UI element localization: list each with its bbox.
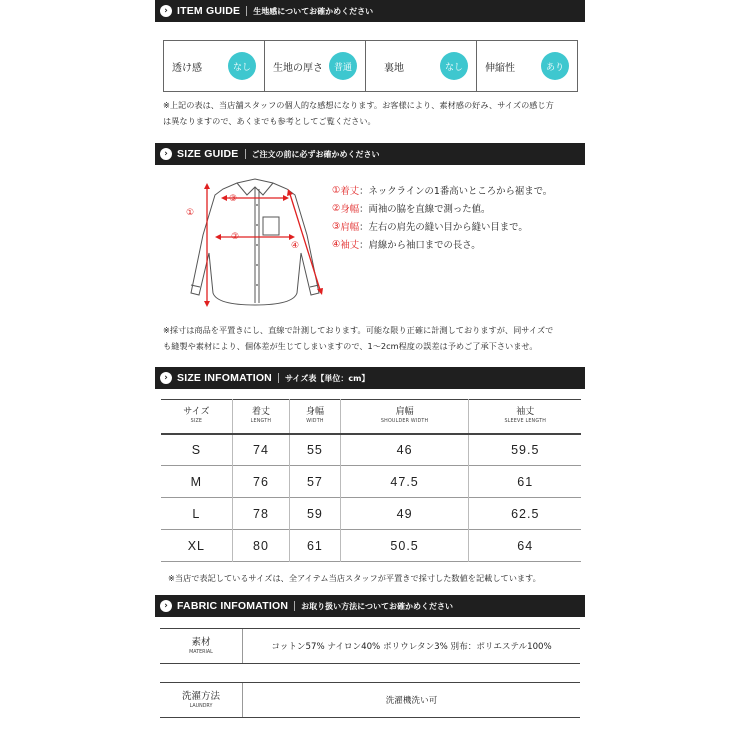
item-guide-cell xyxy=(164,41,265,91)
section-title: SIZE INFOMATION xyxy=(177,372,272,384)
item-guide-label: 伸縮性 xyxy=(485,62,515,74)
marker-4: ④ xyxy=(291,241,300,251)
section-subtitle: 生地感についてお確かめください xyxy=(253,6,374,16)
label-jp: 洗濯方法 xyxy=(181,690,220,702)
table-header-row xyxy=(161,400,581,434)
shirt-diagram xyxy=(175,175,335,310)
marker-3: ③ xyxy=(229,194,238,204)
item-guide-label: 透け感 xyxy=(172,62,202,74)
note-line: ※採寸は商品を平置きにし、直線で計測しております。可能な限り正確に計測しておりますが、同サイズで xyxy=(163,325,554,335)
size-guide-list xyxy=(332,181,552,253)
size-table xyxy=(161,399,581,562)
item-guide-label: 生地の厚さ xyxy=(273,62,323,74)
divider xyxy=(278,373,279,383)
column-header: 袖丈 SLEEVE LENGTH xyxy=(504,407,547,425)
table-cell: 64 xyxy=(517,538,534,553)
label-en: MATERIAL xyxy=(189,649,213,655)
item-name: 肩幅 xyxy=(340,222,360,233)
item-guide-header xyxy=(155,0,585,22)
table-cell: 74 xyxy=(232,434,289,466)
item-number: ③ xyxy=(332,220,341,232)
material-label xyxy=(160,629,243,663)
column-header: サイズ SIZE xyxy=(161,400,232,434)
divider xyxy=(246,6,247,16)
table-cell: S xyxy=(161,434,232,466)
table-cell: 55 xyxy=(290,434,341,466)
item-guide-label: 裏地 xyxy=(384,62,404,74)
size-guide-item xyxy=(332,181,552,199)
item-guide-cell xyxy=(477,41,577,91)
item-number: ② xyxy=(332,202,341,214)
item-desc: ：ネックラインの1番高いところから裾まで。 xyxy=(359,186,553,197)
table-cell: 59 xyxy=(290,498,341,530)
note-line: も縫製や素材により、個体差が生じてしまいますので、1〜2cm程度の誤差は予めご了承下さいませ。 xyxy=(163,341,538,351)
table-row xyxy=(161,466,581,498)
divider xyxy=(245,149,246,159)
item-desc: ：肩線から袖口までの長さ。 xyxy=(359,240,481,251)
item-number: ① xyxy=(332,184,341,196)
table-cell: XL xyxy=(161,530,232,562)
marker-1: ① xyxy=(186,208,195,218)
table-cell: 78 xyxy=(232,498,289,530)
laundry-value: 洗濯機洗い可 xyxy=(385,696,438,706)
table-cell: 50.5 xyxy=(340,530,469,562)
material-row xyxy=(160,628,580,664)
section-subtitle: お取り扱い方法についてお確かめください xyxy=(301,601,453,611)
table-cell: M xyxy=(161,466,232,498)
table-row xyxy=(161,434,581,466)
item-desc: ：左右の肩先の縫い目から縫い目まで。 xyxy=(359,222,528,233)
table-cell: L xyxy=(161,498,232,530)
item-guide-cell xyxy=(265,41,366,91)
section-subtitle: サイズ表【単位：cm】 xyxy=(284,373,370,383)
table-cell: 57 xyxy=(290,466,341,498)
table-cell: 46 xyxy=(340,434,469,466)
section-title: ITEM GUIDE xyxy=(177,5,241,17)
item-guide-badge: なし xyxy=(440,52,468,80)
section-title: SIZE GUIDE xyxy=(177,148,239,160)
item-name: 袖丈 xyxy=(340,240,360,251)
label-jp: 素材 xyxy=(191,636,211,648)
item-guide-note xyxy=(163,97,588,129)
item-name: 身幅 xyxy=(340,204,360,215)
fabric-info-header xyxy=(155,595,585,617)
note-line: ※上記の表は、当店舗スタッフの個人的な感想になります。お客様により、素材感の好み、サイズの感じ方 xyxy=(163,100,554,110)
item-guide-cell xyxy=(366,41,477,91)
chevron-right-icon: › xyxy=(160,600,172,612)
chevron-right-icon: › xyxy=(160,372,172,384)
item-name: 着丈 xyxy=(340,186,360,197)
laundry-row xyxy=(160,682,580,718)
table-row xyxy=(161,498,581,530)
table-cell: 62.5 xyxy=(511,506,540,521)
size-guide-item xyxy=(332,217,552,235)
divider xyxy=(294,601,295,611)
table-cell: 59.5 xyxy=(511,442,540,457)
chevron-right-icon: › xyxy=(160,148,172,160)
item-desc: ：両袖の脇を直線で測った値。 xyxy=(359,204,491,215)
size-guide-note xyxy=(163,322,588,354)
item-guide-badge: 普通 xyxy=(329,52,357,80)
size-info-header xyxy=(155,367,585,389)
section-subtitle: ご注文の前に必ずお確かめください xyxy=(251,149,380,159)
note-line: は異なりますので、あくまでも参考としてご覧ください。 xyxy=(163,116,376,126)
label-en: LAUNDRY xyxy=(189,703,213,709)
material-value: コットン57% ナイロン40% ポリウレタン3% 別布：ポリエステル100% xyxy=(271,642,552,652)
chevron-right-icon: › xyxy=(160,5,172,17)
section-title: FABRIC INFOMATION xyxy=(177,600,289,612)
table-cell: 49 xyxy=(340,498,469,530)
marker-2: ② xyxy=(231,232,240,242)
item-guide-badge: なし xyxy=(228,52,256,80)
column-header: 着丈 LENGTH xyxy=(232,400,289,434)
size-info-note: ※当店で表記しているサイズは、全アイテム当店スタッフが平置きで採寸した数値を記載しています。 xyxy=(168,573,541,583)
item-number: ④ xyxy=(332,238,341,250)
table-cell: 80 xyxy=(232,530,289,562)
size-guide-item xyxy=(332,235,552,253)
column-header: 肩幅 SHOULDER WIDTH xyxy=(340,400,469,434)
item-guide-badge: あり xyxy=(541,52,569,80)
size-guide-header xyxy=(155,143,585,165)
laundry-label xyxy=(160,683,243,717)
column-header: 身幅 WIDTH xyxy=(290,400,341,434)
size-guide-item xyxy=(332,199,552,217)
table-cell: 76 xyxy=(232,466,289,498)
table-row xyxy=(161,530,581,562)
item-guide-table xyxy=(163,40,578,92)
table-cell: 61 xyxy=(517,474,534,489)
table-cell: 47.5 xyxy=(340,466,469,498)
table-cell: 61 xyxy=(290,530,341,562)
